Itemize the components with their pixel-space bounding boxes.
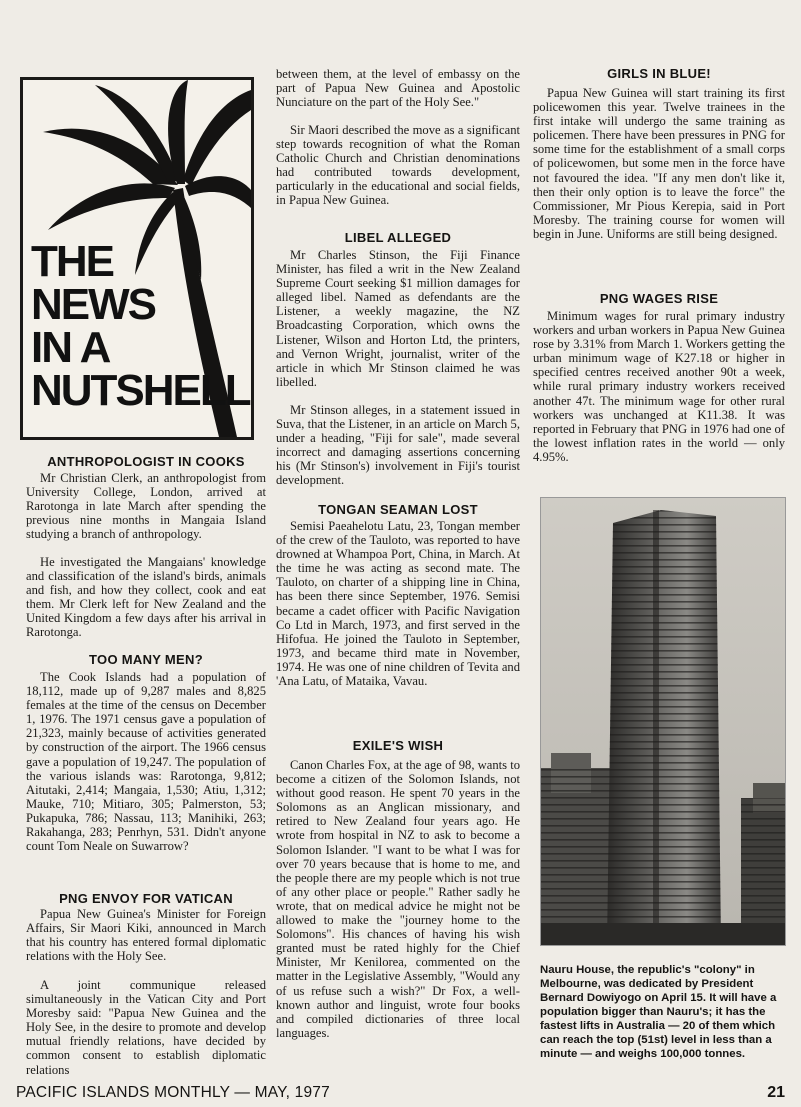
- article-paragraph: Canon Charles Fox, at the age of 98, wants to become a citizen of the Solomon Islands, not without good reason. He spent 70 years in the Solomons as an Anglican missionary, and retired to New Zealand four years ago. He wrote from hospital in NZ to ask to become a Solomon Islander. "I want to be what I was for over 70 years because that is home to me, and the people there are my people which is not true of any other place or people." Rather sadly he wrote, that on medical advice he might not be allowed to make the "journey home to the Solomons". His chances of having his wish granted must be rated highly for the Chief Minister, Mr Kenilorea, commented on the matter in the Legislative Assembly, "Would any of us refuse such a wish?" Dr Fox, a well-known author and linguist, wrote four books and compiled dictionaries of three local languages.: [276, 758, 520, 1040]
- article-heading: TONGAN SEAMAN LOST: [318, 502, 478, 517]
- news-in-a-nutshell-logo: [20, 77, 254, 440]
- article-heading: EXILE'S WISH: [352, 738, 444, 753]
- publication-footer: PACIFIC ISLANDS MONTHLY — MAY, 1977: [16, 1084, 330, 1101]
- article-heading: PNG ENVOY FOR VATICAN: [59, 891, 233, 906]
- article-paragraph: Papua New Guinea's Minister for Foreign Affairs, Sir Maori Kiki, announced in March that his country has entered formal diplomatic relations with the Holy See.: [26, 907, 266, 964]
- article-heading: LIBEL ALLEGED: [344, 230, 452, 245]
- article-heading: ANTHROPOLOGIST IN COOKS: [47, 454, 245, 469]
- article-paragraph: Mr Christian Clerk, an anthropologist from University College, London, arrived at Rarotonga in late March after spending the previous nine months in Mangaia Island studying a branch of anthropology.: [26, 471, 266, 542]
- photo-caption: Nauru House, the republic's "colony" in Melbourne, was dedicated by President Bernard Dowiyogo on April 15. It will have a population bigger than Nauru's; it has the fastest lifts in Australia — 20 of them which can reach the top (51st) level in less than a minute — and weighs 100,000 tonnes.: [540, 964, 777, 1060]
- article-heading: PNG WAGES RISE: [599, 291, 719, 306]
- nauru-house-photo: [540, 497, 786, 946]
- logo-line: NUTSHELL: [31, 366, 250, 415]
- logo-title: [31, 237, 250, 415]
- article-paragraph: Sir Maori described the move as a significant step towards recognition of what the Roman Catholic Church and Christian denominations had contributed towards development, particularly in the educational and social fields, in Papua New Guinea.: [276, 123, 520, 208]
- logo-line: THE: [31, 237, 113, 286]
- article-paragraph: Papua New Guinea will start training its first policewomen this year. Twelve trainees in the first intake will undergo the same training as policemen. There have been pressures in PNG for some time for the establishment of a small corps of policewomen, but some men in the force have not favoured the idea. "If any men don't like it, then their only option is to leave the force" the Commissioner, Mr Pious Kerepia, said in Port Moresby. The training course for women will begin in June. Uniforms are still being designed.: [533, 86, 785, 241]
- article-paragraph: He investigated the Mangaians' knowledge and classification of the island's birds, animals and fish, and how they collect, cook and eat them. Mr Clerk left for New Zealand and the United Kingdom a few days after his arrival in Rarotonga.: [26, 555, 266, 640]
- article-paragraph: Minimum wages for rural primary industry workers and urban workers in Papua New Guinea rose by 3.31% from March 1. Workers getting the urban minimum wage of K27.18 or higher in specified centres received another 90t a week, while rural primary industry workers received another 47t. The minimum wage for other rural workers was unchanged at K11.38. It was reported in February that PNG in 1976 had one of the lowest inflation rates in the world — only 4.95%.: [533, 309, 785, 464]
- article-paragraph: Mr Charles Stinson, the Fiji Finance Minister, has filed a writ in the New Zealand Supreme Court seeking $1 million damages for alleged libel. Named as defendants are the Listener, a weekly magazine, the NZ Broadcasting Corporation, which owns the Listener, Wilson and Horton Ltd, the printers, and Vernon Wright, journalist, writer of the article in which Mr Stinson claimed he was libelled.: [276, 248, 520, 389]
- article-paragraph: Mr Stinson alleges, in a statement issued in Suva, that the Listener, in an article on March 5, under a heading, "Fiji for sale", made several incorrect and damaging assertions concerning his (Mr Stinson's) involvement in Fiji's tourist development.: [276, 403, 520, 488]
- logo-line: IN A: [31, 323, 110, 372]
- skyscraper-photo: [541, 498, 785, 945]
- article-paragraph: A joint communique released simultaneously in the Vatican City and Port Moresby said: "Papua New Guinea and the Holy See, in the desire to promote and develop mutual friendly relations, have decided by common consent to establish diplomatic relations: [26, 978, 266, 1077]
- logo-line: NEWS: [31, 280, 155, 329]
- article-paragraph: between them, at the level of embassy on the part of Papua New Guinea and Apostolic Nunciature on the part of the Holy See.": [276, 67, 520, 110]
- article-heading: TOO MANY MEN?: [89, 652, 203, 667]
- page-number: 21: [767, 1084, 785, 1101]
- article-heading: GIRLS IN BLUE!: [607, 66, 711, 81]
- article-paragraph: The Cook Islands had a population of 18,112, made up of 9,287 males and 8,825 females at the time of the census on December 1, 1976. The 1971 census gave a population of 21,323, mainly because of activities generated by construction of the airport. The 1966 census gave a population of 19,247. The population of the various islands was: Rarotonga, 9,812; Aitutaki, 2,414; Mangaia, 1,530; Atiu, 1,312; Mauke, 710; Mitiaro, 305; Palmerston, 53; Pukapuka, 786; Nassau, 113; Manihiki, 263; Rakahanga, 283; Penrhyn, 531. Didn't anyone count Tom Neale on Suwarrow?: [26, 670, 266, 854]
- article-paragraph: Semisi Paeahelotu Latu, 23, Tongan member of the crew of the Tauloto, was reported to have drowned at Whampoa Port, China, in March. At the time he was acting as second mate. The Tauloto, on charter of a shipping line in China, has been there since September, 1976. Semisi became a cadet officer with Pacific Navigation Co Ltd in March, 1973, and first served in the Hifofua. He joined the Tauloto in September, 1973, and became third mate in November, 1974. He was one of nine children of Tevita and 'Ana Latu, of Mataika, Vavau.: [276, 519, 520, 689]
